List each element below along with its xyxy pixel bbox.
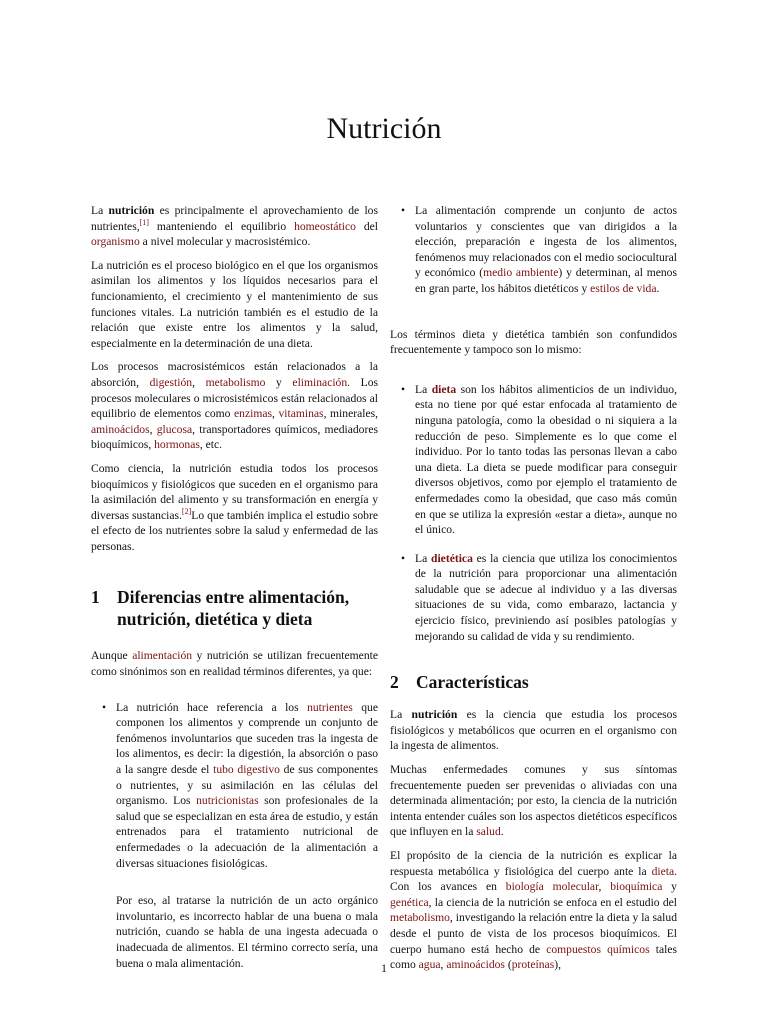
text: , investigando la relación entre la dieta y la salud desde el punto de vista de los procesos bioquímicos. El cuerpo humano está hecho de [390,911,677,956]
text: . Con los avances en [390,864,677,894]
right-column [390,203,677,981]
text: , [192,375,206,389]
link-dietetica[interactable]: dietética [431,551,473,565]
text: Los procesos macrosistémicos están relacionados a la absorción, [91,360,378,389]
link-tubo-digestivo[interactable]: tubo digestivo [213,763,280,777]
text: , la ciencia de la nutrición se enfoca en el estudio del [428,895,677,909]
text: es principalmente el aprovechamiento de los nutrientes, [91,204,378,233]
section-2-paragraph-2 [390,762,677,840]
text: son profesionales de la salud que se especializan en esta área de estudio, y están entrenados para el tratamiento nutricional de enfermedades o la adecuación de la alimentación a diversas situaciones fisiológicas. [116,794,378,870]
link-proteinas[interactable]: proteínas [511,958,555,972]
left-column [91,203,378,971]
text: de sus componentes o nutrientes, y su asimilación en las células del organismo. Los [116,763,379,808]
text: manteniendo el equilibrio [148,219,295,233]
text: , [149,422,157,436]
text: es la ciencia que utiliza los conocimientos de la nutrición para proporcionar una alimentación saludable que se adecue al individuo y a las diversas situaciones de su vida, como embarazo, lactancia y ejercicio físico, previniendo así posibles patologías y mejorando su calidad de vida y su rendimiento. [415,551,677,643]
text: . [500,825,504,839]
link-biologia-molecular[interactable]: biología molecular [505,880,599,894]
citation-link-2[interactable]: [2] [181,506,192,516]
text: ), [554,958,561,972]
text: Lo que también implica el estudio sobre el efecto de los nutrientes sobre la salud y enfermedad de las personas. [91,508,378,553]
text: La [390,708,412,722]
citation-link-1[interactable]: [1] [139,217,149,227]
link-salud[interactable]: salud [476,825,501,839]
link-eliminacion[interactable]: eliminación [292,375,348,389]
page-number: 1 [381,961,387,975]
text: . Los procesos moleculares o microsistémicos están relacionados al equilibrio de elementos como [91,375,379,421]
differences-list-continued [390,203,677,297]
link-aminoacidos[interactable]: aminoácidos [91,422,150,436]
section-1-heading [91,586,378,630]
list-item [91,700,378,972]
text: ) y determinan, al menos en gran parte, los hábitos dietéticos y [415,266,677,295]
text: , [272,407,279,421]
text: tales como [390,942,677,972]
text: y nutrición se utilizan frecuentemente como sinónimos son en realidad términos diferentes, ya que: [91,649,378,679]
link-homeostatico[interactable]: homeostático [294,219,356,233]
link-digestion[interactable]: digestión [149,375,193,389]
text: es la ciencia que estudia los procesos fisiológicos y metabólicos que ocurren en el organismo con la ingesta de alimentos. [390,708,677,753]
intro-paragraph-4 [91,461,378,555]
text: La nutrición hace referencia a los [116,700,308,714]
text: a nivel molecular y macrosistémico. [139,235,311,249]
intro-paragraph-3 [91,359,378,453]
text: , [598,880,611,894]
text: Muchas enfermedades comunes y sus síntomas frecuentemente pueden ser prevenidas o aliviadas con una determinada alimentación; por esto, la ciencia de la nutrición intenta entender cuáles son los aspectos dietéticos específicos que influyen en la [390,763,677,839]
link-dieta-2[interactable]: dieta [651,864,675,878]
link-bioquimica[interactable]: bioquímica [610,880,663,894]
text: La [415,551,432,565]
text: . [656,281,660,295]
list-item-subparagraph: Por eso, al tratarse la nutrición de un acto orgánico involuntario, es incorrecto hablar de una buena o mala nutrición, cuando se habla de una ingesta adecuada o inadecuada de alimentos. El término correcto sería, una buena o mala alimentación. [116,894,378,970]
text: del [355,219,378,233]
list-item [390,551,677,645]
section-2-paragraph-1 [390,707,677,754]
link-medio-ambiente[interactable]: medio ambiente [483,266,559,280]
diet-list [390,382,677,645]
link-vitaminas[interactable]: vitaminas [278,407,324,421]
section-number: 2 [390,672,399,693]
text: , etc. [199,438,223,452]
text: son los hábitos alimenticios de un individuo, esta no tiene por qué estar enfocada al tratamiento de ninguna patología, como la obesidad o ni siquiera a la reducción de peso. Simplemente es lo que come el individuo. Por lo tanto todas las personas llevan a cabo una dieta. La dieta se puede modificar para conseguir diversos objetivos, como por ejemplo el tratamiento de enfermedades como la obesidad, que caso más común en que se utiliza la expresión «estar a dieta», aunque no el único. [415,382,677,537]
link-aminoacidos-2[interactable]: aminoácidos [446,958,505,972]
section-2-paragraph-3 [390,848,677,973]
text: La alimentación comprende un conjunto de actos voluntarios y conscientes que van dirigidos a la elección, preparación e ingesta de los alimentos, fenómenos muy relacionados con el medio sociocultural y económico ( [415,204,677,280]
section-1-paragraph-2: Los términos dieta y dietética también son confundidos frecuentemente y tampoco son lo mismo: [390,327,677,357]
text: , transportadores químicos, mediadores bioquímicos, [91,422,378,452]
link-agua[interactable]: agua [418,958,441,972]
text: La [91,204,109,217]
link-glucosa[interactable]: glucosa [156,422,193,436]
link-enzimas[interactable]: enzimas [234,407,273,421]
link-compuestos-quimicos[interactable]: compuestos químicos [546,942,650,956]
link-metabolismo-2[interactable]: metabolismo [390,911,450,925]
text: , minerales, [323,407,378,421]
intro-paragraph-2: La nutrición es el proceso biológico en el que los organismos asimilan los alimentos y los líquidos necesarios para el funcionamiento, el crecimiento y el mantenimiento de sus funciones vitales. La nutrición también es el estudio de la relación que existe entre los alimentos y la salud, especialmente en la determinación de una dieta. [91,258,378,350]
text: ( [504,958,512,972]
text: Como ciencia, la nutrición estudia todos los procesos bioquímicos y fisiológicos que suceden en el organismo para la asimilación del alimento y su transformación en energía y diversas sustancias. [91,461,378,522]
bold-term: nutrición [411,708,458,722]
link-nutricionistas[interactable]: nutricionistas [196,794,259,808]
link-genetica[interactable]: genética [390,895,429,909]
text: Aunque [91,649,133,663]
link-hormonas[interactable]: hormonas [154,438,200,452]
differences-list [91,700,378,972]
section-title: Características [416,672,529,693]
text: y [265,375,293,389]
list-item [390,382,677,538]
text: y [662,880,677,894]
section-number: 1 [91,587,100,608]
page-title: Nutrición [326,112,442,145]
text: que componen los alimentos y comprende un conjunto de fenómenos involuntarios que suceden tras la ingesta de los alimentos, es decir: la digestión, la absorción o paso a la sangre desde el [116,700,378,777]
link-dieta[interactable]: dieta [431,382,457,396]
section-title: Diferencias entre alimentación, nutrición, dietética y dieta [117,587,350,630]
bold-term: nutrición [108,204,155,217]
section-1-paragraph-1 [91,648,378,679]
link-metabolismo[interactable]: metabolismo [205,375,266,389]
link-nutrientes[interactable]: nutrientes [307,700,353,714]
text: La [415,382,432,396]
link-alimentacion[interactable]: alimentación [132,649,193,663]
section-2-heading [390,671,677,693]
intro-paragraph-1 [91,203,378,250]
link-organismo[interactable]: organismo [91,235,140,249]
text: El propósito de la ciencia de la nutrición es explicar la respuesta metabólica y fisiológica del cuerpo ante la [390,849,677,878]
text: , [440,958,447,972]
link-estilos-de-vida[interactable]: estilos de vida [590,281,657,295]
list-item [390,203,677,297]
